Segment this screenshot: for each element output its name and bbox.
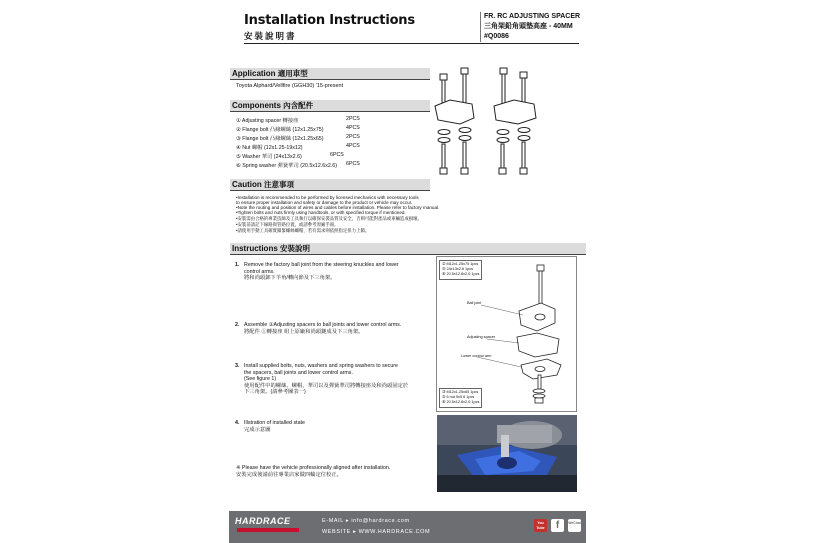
product-name: FR. RC ADJUSTING SPACER xyxy=(484,13,581,20)
caution-line: •Note the routing and position of wires and cables before installation. Please refer to factory manual. xyxy=(236,205,440,210)
page-title-zh: 安裝說明書 xyxy=(244,32,297,42)
step-3: 3. Install supplied bolts, nuts, washers and spring washers to secure the spacers, ball joints and lower control arms. (See figure 1) 使用配件中的螺絲、螺帽、華司以及彈簧華司將轉接座及和尚頭固定於 下三角架。(請參考圖表一) xyxy=(235,363,409,396)
component-item: ③ Flange bolt 凸緣螺絲 (12x1.25x65) xyxy=(236,136,324,142)
installed-state-photo xyxy=(437,415,577,492)
page-title: Installation Instructions xyxy=(244,13,415,28)
product-info xyxy=(484,12,580,42)
instructions-heading: Instructions 安裝說明 xyxy=(230,243,586,255)
figure-1 xyxy=(436,256,577,412)
component-item: ① Adjusting spacer 轉接座 xyxy=(236,118,299,124)
caution-line: to ensure proper installation and safety or damage to the product or vehicle may occur. xyxy=(236,200,413,205)
right-assembly xyxy=(494,68,536,174)
youtube-icon[interactable]: You Tube xyxy=(534,519,547,532)
caution-line: •Installation is recommended to be performed by licensed mechanics with necessary tools xyxy=(236,195,419,200)
component-qty: 2PCS xyxy=(346,116,360,122)
component-qty: 2PCS xyxy=(346,134,360,140)
parts-illustration xyxy=(428,60,568,180)
step-2: 2. Assemble ①Adjusting spacers to ball joints and lower control arms. 將配件 ①轉接座 組上原廠和尚頭鏈成及下三角架。 xyxy=(235,322,402,335)
footer-website: WEBSITE ▸ WWW.HARDRACE.COM xyxy=(322,529,431,535)
component-qty: 6PCS xyxy=(346,161,360,167)
vehicle-fitment: Toyota Alphard/Vellfire (GGH30) '15-present xyxy=(236,83,344,89)
component-item: ⑤ Washer 華司 (24x13x2.6) xyxy=(236,154,302,160)
label-lower-control-arm: Lower control arm xyxy=(461,354,492,358)
alignment-note: ※ Please have the vehicle professionally aligned after installation. 安裝完成後請前往專業店家做四輪定位校正。 xyxy=(236,465,391,478)
footer xyxy=(229,511,586,543)
facebook-icon[interactable]: f xyxy=(551,519,564,532)
part-number: #Q0086 xyxy=(484,33,509,40)
components-heading: Components 內含配件 xyxy=(230,100,430,112)
header-separator xyxy=(480,12,481,42)
caution-line: •Tighten bolts and nuts firmly using handtools, or with specified torque if mentioned. xyxy=(236,210,406,215)
website-link[interactable]: WWW.HARDRACE.COM xyxy=(358,529,431,535)
product-name-zh: 三角架鉛角頭墊高座 - 40MM xyxy=(484,23,573,30)
component-qty: 4PCS xyxy=(346,125,360,131)
caution-line: •安裝需由合格的專業技師及工具執行以確保安裝品質及安全，否則可能對產品或車輛造成損壞。 xyxy=(236,216,422,221)
component-item: ② Flange bolt 凸緣螺絲 (12x1.25x75) xyxy=(236,127,324,133)
caution-line: •請使用手動工具確實鎖緊螺絲螺帽，若有需求則依照指定扭力上鎖。 xyxy=(236,228,370,233)
figure-top-legend: ② M12x1.25x75 1pcs ⑤ 24x13x2.6 1pcs ⑥ 20.5x12.6x2.6 1pcs xyxy=(439,260,482,280)
left-assembly xyxy=(435,68,474,174)
wechat-icon[interactable]: WeChat xyxy=(568,519,581,532)
component-qty: 6PCS xyxy=(330,152,344,158)
photo-illustration xyxy=(437,415,577,492)
caution-line: •安裝前請記下線路與管路位置，或請參考原廠手冊。 xyxy=(236,222,339,227)
email-link[interactable]: info@hardrace.com xyxy=(351,518,410,524)
caution-heading: Caution 注意事項 xyxy=(230,179,430,191)
header-rule xyxy=(244,43,579,44)
step-4: 4. Illstration of installed state 完成示意圖 xyxy=(235,420,305,433)
figure-bottom-legend: ③ M12x1.25x65 1pcs ⑤ 5 nut 5x5 6 1pcs ⑥ 20.5x12.6x2.6 1pcs xyxy=(439,388,482,408)
application-heading: Application 適用車型 xyxy=(230,68,430,80)
component-item: ⑥ Spring washer 彈簧華司 (20.5x12.6x2.6) xyxy=(236,163,338,169)
step-1: 1. Remove the factory ball joint from the steering knuckles and lower control arms. 將和尚頭卸下羊角/轉向節及下三角架。 xyxy=(235,262,399,282)
label-ball-joint: Ball joint xyxy=(467,301,482,305)
component-item: ④ Nut 螺帽 (12x1.25-19x12) xyxy=(236,145,303,151)
footer-email: E-MAIL ▸ info@hardrace.com xyxy=(322,518,410,524)
label-adjusting-spacer: Adjusting spacer xyxy=(467,335,496,339)
brand-logo-stripe xyxy=(237,528,299,532)
brand-logo: HARDRACE xyxy=(235,516,291,526)
component-qty: 4PCS xyxy=(346,143,360,149)
